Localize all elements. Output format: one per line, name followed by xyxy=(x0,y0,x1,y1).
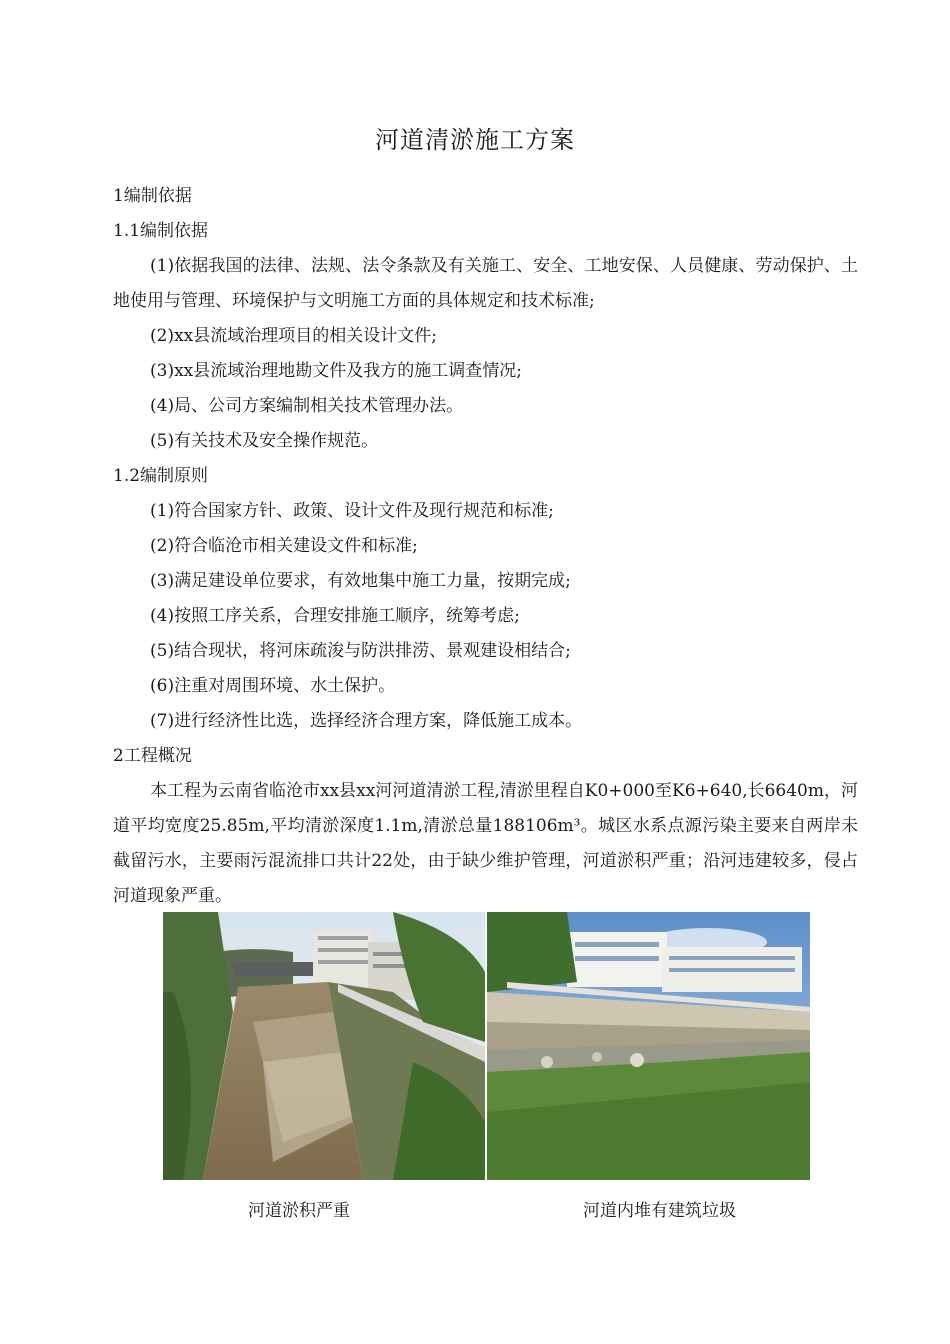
list-item-1-1-3: (3)xx县流域治理地勘文件及我方的施工调查情况; xyxy=(150,361,522,381)
construction-debris-photo xyxy=(487,912,810,1180)
list-item-1-2-4: (4)按照工序关系，合理安排施工顺序，统筹考虑; xyxy=(150,606,520,626)
list-item-1-2-5: (5)结合现状，将河床疏浚与防洪排涝、景观建设相结合; xyxy=(150,641,571,661)
list-item-1-2-7: (7)进行经济性比选，选择经济合理方案，降低施工成本。 xyxy=(150,711,583,731)
section-2-heading: 2工程概况 xyxy=(113,746,192,766)
page-title: 河道清淤施工方案 xyxy=(375,126,575,154)
list-item-1-2-6: (6)注重对周围环境、水土保护。 xyxy=(150,676,396,696)
list-item-1-2-1: (1)符合国家方针、政策、设计文件及现行规范和标准; xyxy=(150,501,554,521)
list-item-1-1-4: (4)局、公司方案编制相关技术管理办法。 xyxy=(150,396,464,416)
list-item-1-1-1: (1)依据我国的法律、法规、法令条款及有关施工、安全、工地安保、人员健康、劳动保护、土地使用与管理、环境保护与文明施工方面的具体规定和技术标准; xyxy=(113,256,858,311)
section-1-2-heading: 1.2编制原则 xyxy=(113,466,209,486)
section-1-heading: 1编制依据 xyxy=(113,186,192,206)
list-item-1-2-3: (3)满足建设单位要求，有效地集中施工力量，按期完成; xyxy=(150,571,571,591)
list-item-1-1-5: (5)有关技术及安全操作规范。 xyxy=(150,431,379,451)
section-1-1-heading: 1.1编制依据 xyxy=(113,221,209,241)
figure-caption-1: 河道淤积严重 xyxy=(248,1201,350,1221)
list-item-1-2-2: (2)符合临沧市相关建设文件和标准; xyxy=(150,536,418,556)
list-item-1-1-2: (2)xx县流域治理项目的相关设计文件; xyxy=(150,326,437,346)
project-overview-paragraph: 本工程为云南省临沧市xx县xx河河道清淤工程,清淤里程自K0+000至K6+640,长6640m，河道平均宽度25.85m,平均清淤深度1.1m,清淤总量188106m³。城区水系点源污染主要来自两岸未截留污水，主要雨污混流排口共计22处，由于缺少维护管理，河道淤积严重；沿河违建较多，侵占河道现象严重。 xyxy=(113,781,858,906)
river-silt-photo xyxy=(163,912,485,1180)
figure-caption-2: 河道内堆有建筑垃圾 xyxy=(583,1201,736,1221)
